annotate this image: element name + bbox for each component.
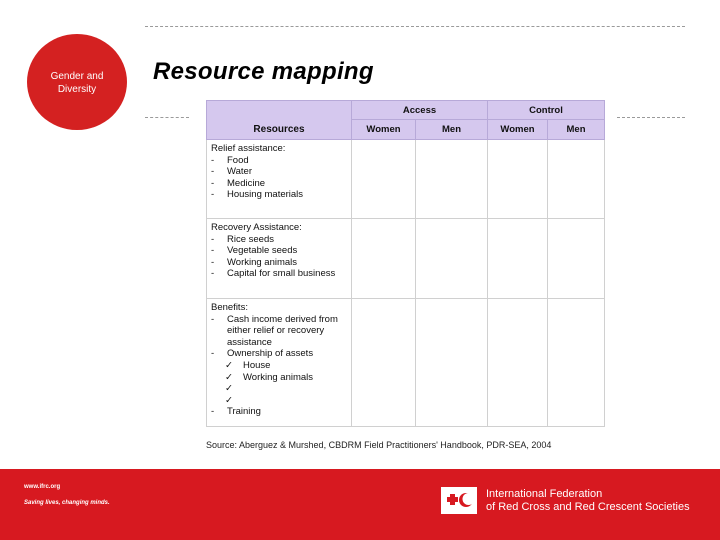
access-men-cell bbox=[416, 140, 488, 219]
resource-list bbox=[211, 234, 347, 280]
footer-slogan: Saving lives, changing minds. bbox=[24, 500, 110, 506]
access-women-cell bbox=[352, 299, 416, 427]
row-heading: Recovery Assistance: bbox=[211, 222, 302, 233]
resource-table-wrapper bbox=[206, 100, 604, 427]
list-item: - Housing materials bbox=[211, 189, 304, 201]
list-item: - Cash income derived from either relief or recovery assistance bbox=[211, 313, 338, 348]
list-item: - Capital for small business bbox=[211, 268, 336, 280]
control-men-cell bbox=[548, 219, 605, 299]
access-women-cell bbox=[352, 219, 416, 299]
control-women-cell bbox=[488, 299, 548, 427]
source-citation: Source: Aberguez & Murshed, CBDRM Field Practitioners' Handbook, PDR-SEA, 2004 bbox=[206, 440, 552, 450]
asset-sublist bbox=[211, 360, 347, 406]
list-item bbox=[225, 383, 347, 395]
list-item: - Food bbox=[211, 154, 249, 166]
list-item: - Training bbox=[211, 406, 261, 418]
red-cross-crescent-logo-icon bbox=[441, 487, 477, 514]
control-men-header: Men bbox=[548, 120, 605, 140]
check-icon: ✓ bbox=[225, 359, 233, 371]
check-icon: ✓ bbox=[225, 371, 233, 383]
access-men-cell bbox=[416, 299, 488, 427]
section-badge-line2: Diversity bbox=[57, 84, 97, 95]
check-icon: ✓ bbox=[225, 394, 233, 406]
control-women-header: Women bbox=[488, 120, 548, 140]
row-heading: Relief assistance: bbox=[211, 143, 286, 154]
slide-title: Resource mapping bbox=[153, 58, 374, 85]
list-item: - Ownership of assets bbox=[211, 348, 314, 360]
org-name-line1: International Federation bbox=[486, 488, 603, 500]
table-row bbox=[207, 219, 605, 299]
control-men-cell bbox=[548, 140, 605, 219]
section-badge-line1: Gender and bbox=[50, 71, 104, 82]
access-header: Access bbox=[352, 101, 488, 120]
list-item: ✓ Working animals bbox=[225, 371, 314, 383]
title-divider-left bbox=[145, 117, 189, 118]
list-item: - Medicine bbox=[211, 177, 266, 189]
list-item: - Water bbox=[211, 166, 252, 178]
top-divider bbox=[145, 26, 685, 27]
resource-cell bbox=[207, 219, 352, 299]
row-heading: Benefits: bbox=[211, 302, 248, 313]
list-item bbox=[225, 395, 347, 407]
footer-url-link[interactable]: www.ifrc.org bbox=[24, 484, 61, 490]
access-men-cell bbox=[416, 219, 488, 299]
check-icon: ✓ bbox=[225, 383, 233, 395]
resource-mapping-table bbox=[206, 100, 605, 427]
control-women-cell bbox=[488, 219, 548, 299]
list-item: - Vegetable seeds bbox=[211, 245, 298, 257]
resource-cell bbox=[207, 140, 352, 219]
resource-list bbox=[211, 155, 347, 201]
list-item: ✓ House bbox=[225, 359, 271, 371]
table-row bbox=[207, 140, 605, 219]
control-women-cell bbox=[488, 140, 548, 219]
resource-list bbox=[211, 406, 347, 418]
access-men-header: Men bbox=[416, 120, 488, 140]
list-item: - Working animals bbox=[211, 256, 298, 268]
section-badge bbox=[27, 34, 127, 130]
access-women-cell bbox=[352, 140, 416, 219]
org-name-line2: of Red Cross and Red Crescent Societies bbox=[486, 501, 690, 513]
control-men-cell bbox=[548, 299, 605, 427]
access-women-header: Women bbox=[352, 120, 416, 140]
resource-list bbox=[211, 314, 347, 360]
table-row bbox=[207, 299, 605, 427]
resource-cell bbox=[207, 299, 352, 427]
list-item: - Rice seeds bbox=[211, 233, 274, 245]
title-divider-right bbox=[617, 117, 685, 118]
resources-header: Resources bbox=[207, 101, 352, 140]
control-header: Control bbox=[488, 101, 605, 120]
